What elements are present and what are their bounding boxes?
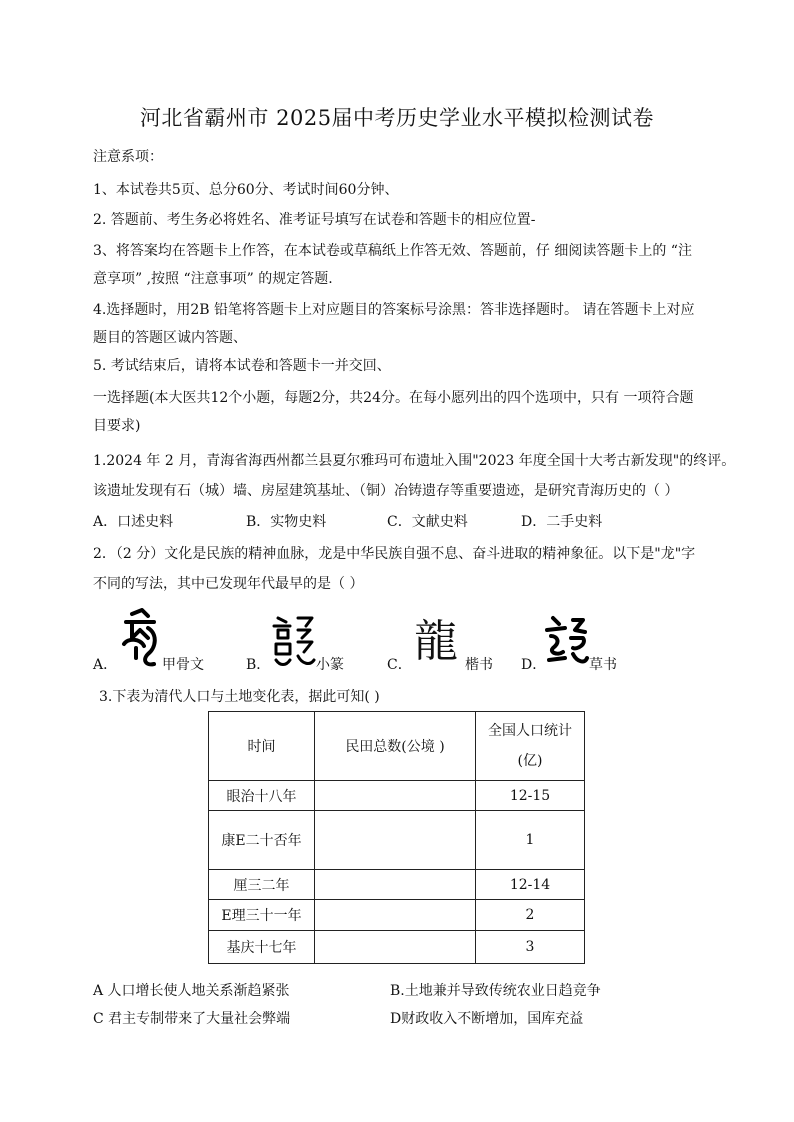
table-cell-population: 12-14 bbox=[476, 870, 585, 900]
notice-item-3-cont: 意享项” ,按照 “注意事项” 的规定答题. bbox=[93, 271, 333, 287]
table-header-population-line1: 全国人口统计 bbox=[488, 723, 572, 739]
notice-item-3: 3、将答案均在答题卡上作答，在本试卷或草稿纸上作答无效、答题前，仔 细阅读答题卡上的 “注 bbox=[93, 243, 692, 259]
q2-option-c-label: 楷书 bbox=[465, 657, 493, 673]
q2-option-a-label: 甲骨文 bbox=[162, 657, 204, 673]
q3-option-c: C 君主专制带来了大量社会弊端 bbox=[93, 1011, 291, 1027]
table-header-time: 时间 bbox=[209, 712, 315, 781]
table-header-population-unit: (亿) bbox=[517, 753, 543, 769]
table-header-population bbox=[476, 712, 585, 781]
table-header-row bbox=[209, 712, 585, 781]
q2-stem-cont: 不同的写法，其中已发现年代最早的是（ ） bbox=[93, 576, 364, 592]
notice-item-4-cont: 题目的答题区诚内答题、 bbox=[93, 330, 247, 346]
q1-stem-cont: 该遗址发现有石（城）墙、房屋建筑基址、（铜）冶铸遗存等重要遗迹，是研究青海历史的（ ） bbox=[93, 483, 679, 499]
q1-stem: 1.2024 年 2 月，青海省海西州都兰县夏尔雅玛可布遗址入围"2023 年度全国十大考古新发现"的终评。 bbox=[93, 453, 736, 469]
table-cell-land bbox=[315, 811, 476, 870]
section-heading-cont: 目要求) bbox=[93, 418, 141, 434]
table-cell-land bbox=[315, 870, 476, 900]
table-cell-land bbox=[315, 781, 476, 811]
q2-stem: 2．（2 分）文化是民族的精神血脉，龙是中华民族自强不息、奋斗进取的精神象征。以下是"龙"字 bbox=[93, 546, 696, 562]
seal-script-dragon-icon bbox=[270, 614, 316, 670]
notice-item-2: 2. 答题前、考生务必将姓名、准考证号填写在试卷和答题卡的相应位置- bbox=[93, 212, 536, 228]
q2-option-c-letter: C． bbox=[387, 657, 412, 673]
table-cell-land bbox=[315, 931, 476, 964]
q3-option-a: A 人口增长使人地关系渐趋紧张 bbox=[93, 983, 290, 999]
table-cell-population: 2 bbox=[476, 900, 585, 931]
q3-stem: 3.下表为清代人口与土地变化表，据此可知( ) bbox=[99, 689, 380, 705]
table-cell-population: 3 bbox=[476, 931, 585, 964]
q1-option-b: B．实物史料 bbox=[246, 514, 327, 530]
section-heading: 一选择题(本大医共12个小题，每题2分，共24分。在每小愿列出的四个选项中，只有 一项符合题 bbox=[93, 390, 694, 406]
q2-option-d-letter: D． bbox=[521, 657, 547, 673]
notice-item-5: 5. 考试结束后，请将本试卷和答题卡一并交回、 bbox=[93, 358, 391, 374]
table-cell-land bbox=[315, 900, 476, 931]
table-cell-time: E理三十一年 bbox=[209, 900, 315, 931]
table-row bbox=[209, 781, 585, 811]
q1-option-d: D．二手史料 bbox=[521, 514, 603, 530]
q3-option-b: B.土地兼并导致传统农业日趋竞争 bbox=[390, 983, 601, 999]
q1-option-c: C．文献史料 bbox=[387, 514, 468, 530]
table-row bbox=[209, 811, 585, 870]
table-cell-time: 厘三二年 bbox=[209, 870, 315, 900]
population-land-table bbox=[208, 711, 585, 964]
table-row bbox=[209, 870, 585, 900]
table-row bbox=[209, 900, 585, 931]
q2-option-d-label: 草书 bbox=[589, 657, 617, 673]
q2-option-b-letter: B． bbox=[246, 657, 271, 673]
table-cell-time: 基庆十七年 bbox=[209, 931, 315, 964]
table-cell-population: 1 bbox=[476, 811, 585, 870]
q1-option-a: A．口述史料 bbox=[93, 514, 174, 530]
q2-option-b-label: 小篆 bbox=[316, 657, 344, 673]
table-cell-time: 眼治十八年 bbox=[209, 781, 315, 811]
table-cell-time: 康E二十否年 bbox=[209, 811, 315, 870]
notice-item-4: 4.选择题时，用2B 铅笔将答题卡上对应题目的答案标号涂黑：答非选择题时。 请在答题卡上对应 bbox=[93, 302, 695, 318]
table-cell-population: 12-15 bbox=[476, 781, 585, 811]
regular-script-dragon-glyph: 龍 bbox=[414, 616, 458, 667]
table-header-land: 民田总数(公境 ) bbox=[315, 712, 476, 781]
oracle-bone-dragon-icon bbox=[118, 608, 162, 668]
notice-item-1: 1、本试卷共5页、总分60分、考试时间60分钟、 bbox=[93, 182, 399, 198]
exam-title: 河北省霸州市 2025届中考历史学业水平模拟检测试卷 bbox=[139, 106, 655, 130]
q3-option-d: D财政收入不断增加，国库充益 bbox=[390, 1011, 584, 1027]
table-row bbox=[209, 931, 585, 964]
cursive-dragon-icon bbox=[543, 614, 589, 668]
q2-option-a-letter: A． bbox=[93, 657, 118, 673]
notice-heading: 注意系项： bbox=[93, 149, 163, 165]
